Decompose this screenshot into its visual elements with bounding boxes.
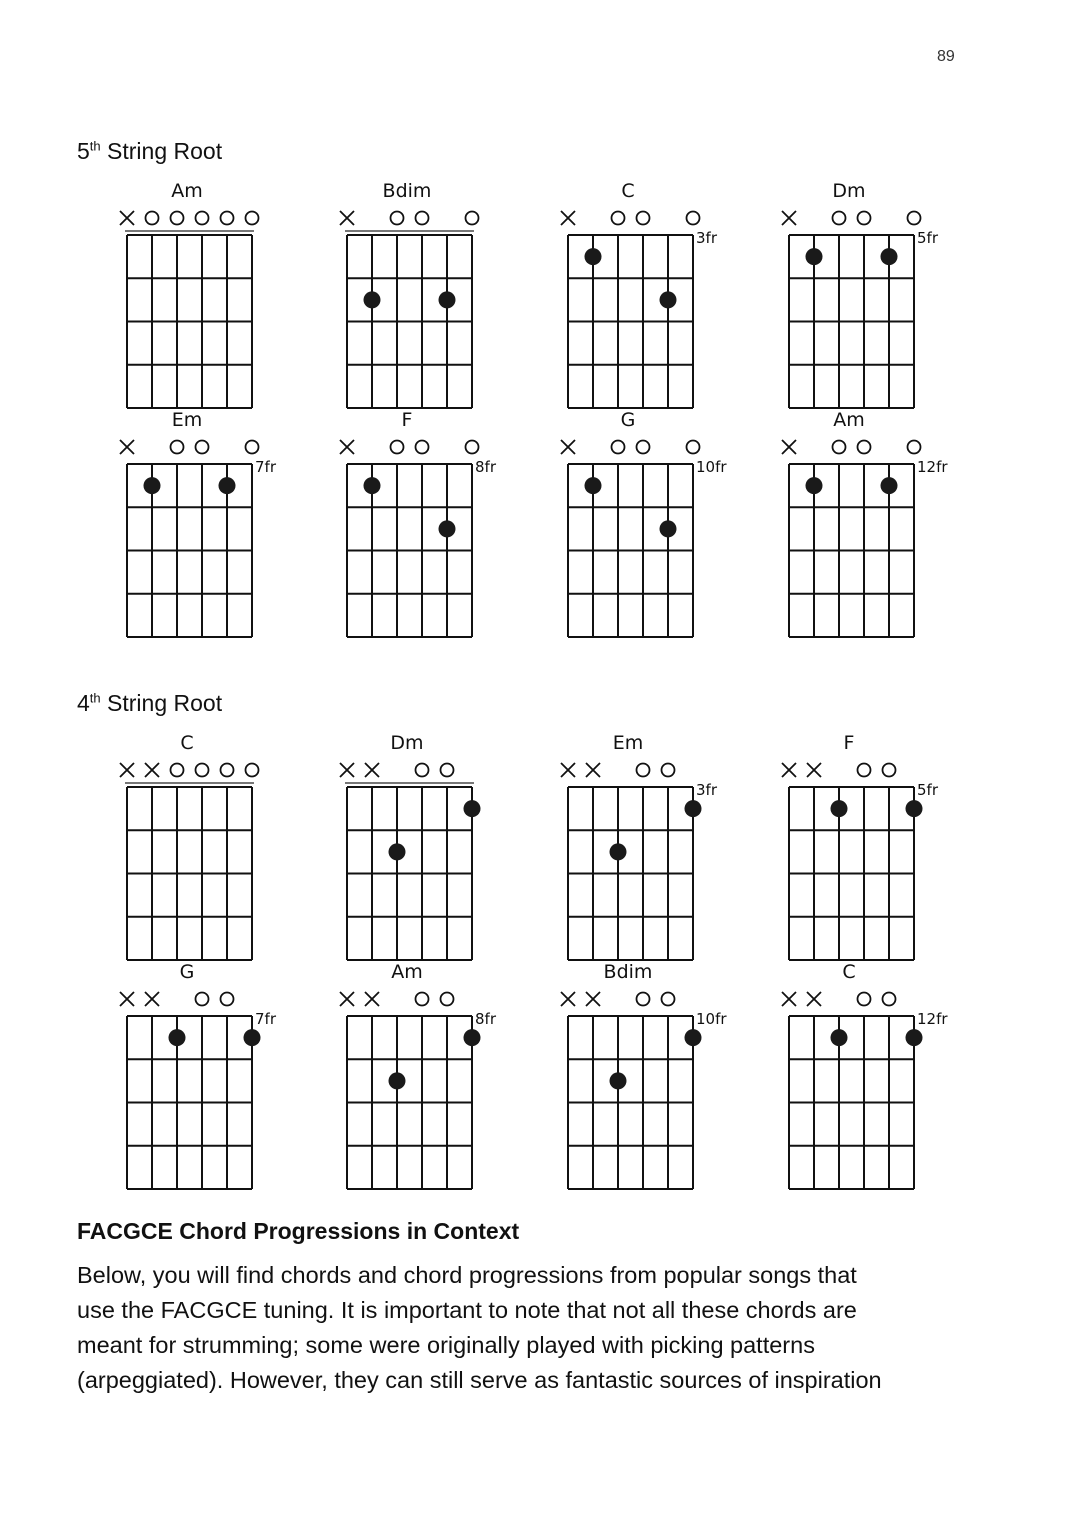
finger-dot [244,1029,261,1046]
chord-diagram [117,180,287,420]
chord-diagram [337,961,507,1201]
finger-dot [610,843,627,860]
finger-dot [364,291,381,308]
open-string-icon [637,212,650,225]
open-string-icon [416,212,429,225]
finger-dot [685,800,702,817]
fret-position-label: 3fr [696,781,717,799]
fretboard [117,180,287,420]
open-string-icon [441,993,454,1006]
open-string-icon [221,764,234,777]
chord-diagram [779,732,949,972]
chord-diagram [558,961,728,1201]
muted-string-icon [145,992,159,1006]
open-string-icon [858,212,871,225]
open-string-icon [858,993,871,1006]
fretboard [779,409,949,649]
chord-name: Bdim [382,180,432,202]
chord-name: Am [171,180,203,202]
open-string-icon [883,764,896,777]
muted-string-icon [782,992,796,1006]
chord-name: C [842,961,856,983]
title-num: 5 [77,138,90,164]
open-string-icon [391,212,404,225]
fretboard [558,180,728,420]
open-string-icon [171,764,184,777]
open-string-icon [171,212,184,225]
chord-diagram [558,732,728,972]
chord-diagram [117,732,287,972]
open-string-icon [637,764,650,777]
muted-string-icon [586,992,600,1006]
finger-dot [806,477,823,494]
open-string-icon [662,764,675,777]
fret-position-label: 8fr [475,458,496,476]
chord-diagram [779,961,949,1201]
muted-string-icon [120,992,134,1006]
open-string-icon [908,212,921,225]
muted-string-icon [145,763,159,777]
fretboard [779,180,949,420]
open-string-icon [883,993,896,1006]
fretboard [337,409,507,649]
finger-dot [439,291,456,308]
chord-name: C [180,732,194,754]
finger-dot [685,1029,702,1046]
open-string-icon [246,764,259,777]
chord-diagram [337,732,507,972]
open-string-icon [391,441,404,454]
open-string-icon [246,212,259,225]
fretboard [558,961,728,1201]
finger-dot [389,1072,406,1089]
chord-name: Am [391,961,423,983]
section-title-5th-string [77,138,222,165]
muted-string-icon [561,763,575,777]
muted-string-icon [782,440,796,454]
finger-dot [831,1029,848,1046]
finger-dot [169,1029,186,1046]
open-string-icon [833,212,846,225]
open-string-icon [196,441,209,454]
chord-name: F [401,409,413,431]
fretboard [337,961,507,1201]
open-string-icon [196,212,209,225]
open-string-icon [662,993,675,1006]
finger-dot [831,800,848,817]
fret-position-label: 10fr [696,1010,727,1028]
fretboard [558,732,728,972]
fretboard [337,732,507,972]
title-num: 4 [77,690,90,716]
finger-dot [364,477,381,494]
finger-dot [906,800,923,817]
open-string-icon [687,212,700,225]
muted-string-icon [120,763,134,777]
chord-diagram [337,409,507,649]
fretboard [558,409,728,649]
muted-string-icon [807,763,821,777]
finger-dot [881,477,898,494]
muted-string-icon [782,211,796,225]
finger-dot [881,248,898,265]
open-string-icon [246,441,259,454]
muted-string-icon [340,211,354,225]
chord-name: G [179,961,195,983]
page-number: 89 [937,48,955,65]
muted-string-icon [782,763,796,777]
chord-name: G [620,409,636,431]
muted-string-icon [365,763,379,777]
body-text [77,1258,977,1398]
fret-position-label: 7fr [255,1010,276,1028]
open-string-icon [171,441,184,454]
chord-name: Em [612,732,644,754]
open-string-icon [416,993,429,1006]
finger-dot [585,248,602,265]
chord-diagram [779,409,949,649]
section-title-4th-string [77,690,222,717]
body-line: use the FACGCE tuning. It is important to note that not all these chords are [77,1297,857,1323]
fretboard [117,732,287,972]
fretboard [337,180,507,420]
open-string-icon [146,212,159,225]
chord-name: Bdim [603,961,653,983]
open-string-icon [416,441,429,454]
fretboard [779,732,949,972]
chord-name: C [621,180,635,202]
chord-diagram [779,180,949,420]
body-line: (arpeggiated). However, they can still serve as fantastic sources of inspiration [77,1367,882,1393]
chord-name: F [843,732,855,754]
fret-position-label: 5fr [917,781,938,799]
fretboard [117,961,287,1201]
finger-dot [660,520,677,537]
title-sup: th [89,138,101,154]
open-string-icon [687,441,700,454]
chord-diagram [117,409,287,649]
open-string-icon [612,441,625,454]
finger-dot [464,1029,481,1046]
title-rest: String Root [100,138,223,164]
open-string-icon [221,993,234,1006]
finger-dot [464,800,481,817]
muted-string-icon [807,992,821,1006]
open-string-icon [637,993,650,1006]
finger-dot [219,477,236,494]
muted-string-icon [340,763,354,777]
muted-string-icon [561,440,575,454]
chord-name: Dm [832,180,866,202]
finger-dot [389,843,406,860]
fret-position-label: 7fr [255,458,276,476]
open-string-icon [466,212,479,225]
fretboard [779,961,949,1201]
finger-dot [439,520,456,537]
muted-string-icon [120,440,134,454]
open-string-icon [196,993,209,1006]
open-string-icon [833,441,846,454]
open-string-icon [221,212,234,225]
chord-name: Em [171,409,203,431]
fret-position-label: 12fr [917,458,948,476]
finger-dot [806,248,823,265]
fret-position-label: 3fr [696,229,717,247]
finger-dot [610,1072,627,1089]
chord-diagram [337,180,507,420]
fretboard [117,409,287,649]
open-string-icon [908,441,921,454]
chord-diagram [558,180,728,420]
fret-position-label: 5fr [917,229,938,247]
title-rest: String Root [100,690,223,716]
finger-dot [144,477,161,494]
fret-position-label: 12fr [917,1010,948,1028]
fret-position-label: 10fr [696,458,727,476]
finger-dot [660,291,677,308]
chord-diagram [117,961,287,1201]
open-string-icon [466,441,479,454]
muted-string-icon [120,211,134,225]
muted-string-icon [340,440,354,454]
muted-string-icon [586,763,600,777]
title-sup: th [89,690,101,706]
section-heading: FACGCE Chord Progressions in Context [77,1218,520,1244]
finger-dot [906,1029,923,1046]
open-string-icon [441,764,454,777]
muted-string-icon [561,211,575,225]
body-line: meant for strumming; some were originally played with picking patterns [77,1332,815,1358]
open-string-icon [196,764,209,777]
chord-diagram [558,409,728,649]
finger-dot [585,477,602,494]
open-string-icon [858,764,871,777]
muted-string-icon [340,992,354,1006]
open-string-icon [416,764,429,777]
chord-name: Am [833,409,865,431]
muted-string-icon [561,992,575,1006]
open-string-icon [637,441,650,454]
open-string-icon [858,441,871,454]
muted-string-icon [365,992,379,1006]
body-line: Below, you will find chords and chord progressions from popular songs that [77,1262,857,1288]
fret-position-label: 8fr [475,1010,496,1028]
open-string-icon [612,212,625,225]
chord-name: Dm [390,732,424,754]
